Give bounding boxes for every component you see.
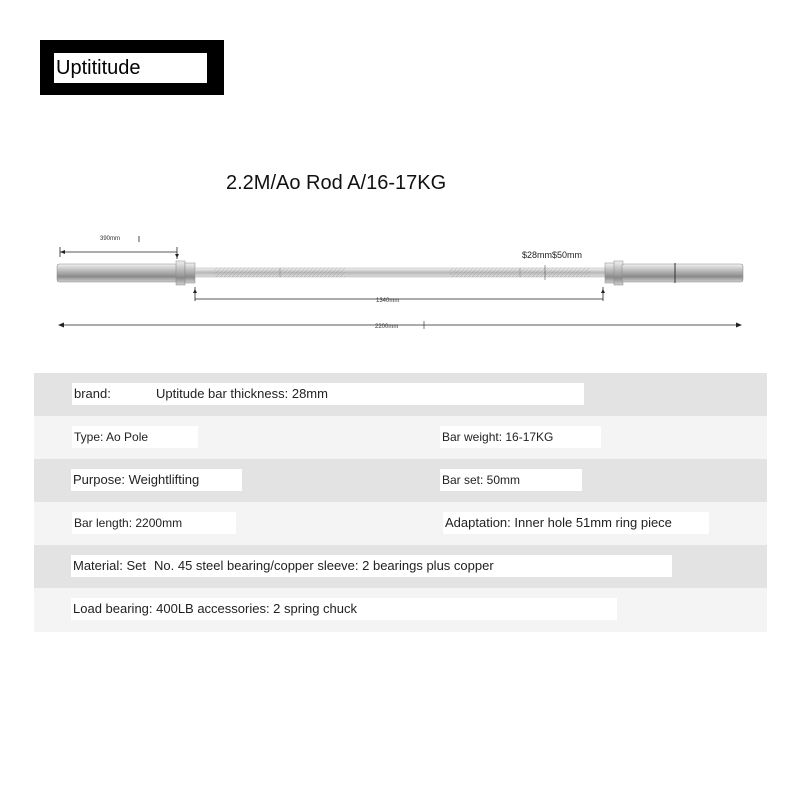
barbell-diagram [0, 225, 800, 345]
total-length-dimension [58, 321, 742, 330]
total-length-label: 2200mm [375, 324, 399, 330]
adaptation-value: Adaptation: Inner hole 51mm ring piece [443, 512, 709, 534]
material-detail: No. 45 steel bearing/copper sleeve: 2 bearings plus copper [152, 555, 672, 577]
material-label: Material: Set [71, 555, 167, 577]
brand-thickness: Uptitude bar thickness: 28mm [154, 383, 584, 405]
inner-length-dimension [193, 287, 605, 304]
brand-label: brand: [72, 383, 180, 405]
load-bearing-value: Load bearing: 400LB accessories: 2 spring chuck [71, 598, 617, 620]
spec-row-material [34, 545, 767, 588]
right-sleeve [622, 264, 743, 282]
purpose-value: Purpose: Weightlifting [71, 469, 242, 491]
sleeve-length-dimension [60, 236, 179, 259]
spec-table [34, 373, 767, 632]
product-title: 2.2M/Ao Rod A/16-17KG [226, 172, 447, 194]
spec-row-purpose [34, 459, 767, 502]
sleeve-length-label: 390mm [100, 236, 121, 242]
left-sleeve [57, 264, 177, 282]
brand-logo [40, 40, 224, 95]
bar-set-value: Bar set: 50mm [440, 469, 582, 491]
bar-length-value: Bar length: 2200mm [72, 512, 236, 534]
type-value: Type: Ao Pole [72, 426, 198, 448]
spec-row-brand [34, 373, 767, 416]
bar-weight-value: Bar weight: 16-17KG [440, 426, 601, 448]
diameter-label: $28mm$50mm [522, 250, 583, 260]
spec-row-length [34, 502, 767, 545]
spec-row-load [34, 588, 767, 632]
left-collar [176, 261, 185, 285]
brand-logo-text: Uptititude [54, 53, 207, 83]
inner-length-label: 1340mm [376, 298, 400, 304]
spec-row-type [34, 416, 767, 459]
right-collar [614, 261, 623, 285]
